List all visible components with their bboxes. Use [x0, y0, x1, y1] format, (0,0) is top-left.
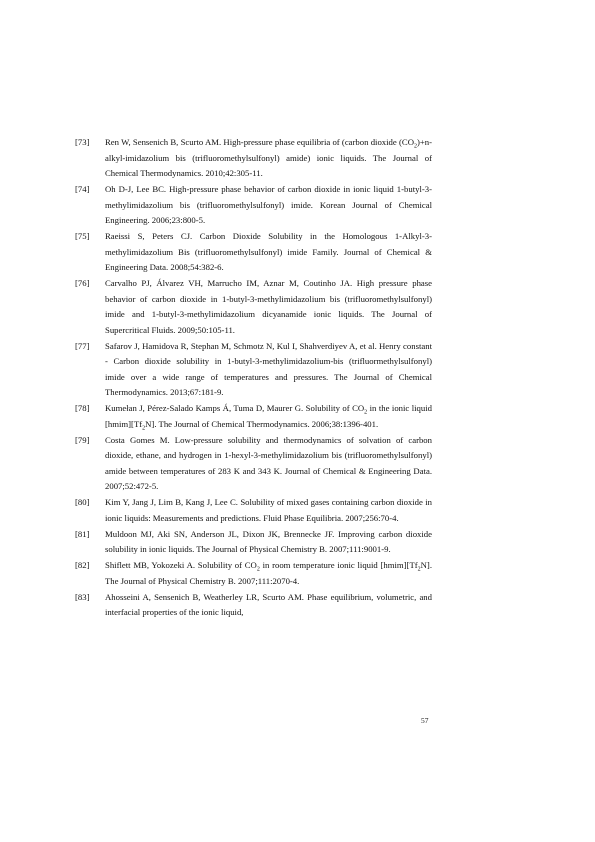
reference-entry [75, 558, 432, 589]
reference-text-segment: Shiflett MB, Yokozeki A. Solubility of CO [105, 560, 257, 570]
reference-number: [76] [75, 278, 90, 288]
reference-entry [75, 339, 432, 401]
reference-number: [74] [75, 184, 90, 194]
reference-entry [75, 135, 432, 182]
reference-text [105, 590, 432, 621]
reference-entry [75, 229, 432, 276]
reference-entry [75, 182, 432, 229]
reference-number: [78] [75, 403, 90, 413]
reference-entry [75, 590, 432, 621]
reference-text-segment: N]. The Journal of Chemical Thermodynamics. 2006;38:1396-401. [145, 418, 379, 429]
subscript: 2 [142, 425, 146, 432]
reference-number: [83] [75, 591, 90, 602]
reference-text-segment: Kim Y, Jang J, Lim B, Kang J, Lee C. Solubility of mixed gases containing carbon dioxide in ionic liquids: Measurements and predictions. Fluid Phase Equilibria. 2007;256:70-4. [105, 497, 432, 523]
reference-entry [75, 527, 432, 558]
reference-text [105, 229, 432, 276]
reference-text-segment: Raeissi S, Peters CJ. Carbon Dioxide Solubility in the Homologous 1-Alkyl-3-methylimidazolium Bis (trifluoromethylsulfonyl) imide Family. Journal of Chemical & Engineering Data. 2008;54:382-6. [105, 231, 432, 272]
reference-number: [80] [75, 497, 90, 507]
subscript: 2 [417, 566, 421, 573]
subscript: 2 [256, 566, 260, 573]
reference-text-segment: in the ionic liquid [hmim][Tf [105, 403, 432, 429]
reference-number: [75] [75, 231, 90, 241]
reference-text-segment: N]. The Journal of Physical Chemistry B. 2007;111:2070-4. [105, 560, 432, 586]
reference-text [105, 276, 432, 338]
reference-text [105, 433, 432, 495]
reference-entry [75, 276, 432, 338]
reference-text-segment: Costa Gomes M. Low-pressure solubility and thermodynamics of solvation of carbon dioxide, ethane, and hydrogen in 1-hexyl-3-methylimidazolium bis (trifluoromethylsulfonyl) amide between temperatures of 283 K and 343 K. Journal of Chemical & Engineering Data. 2007;52:472-5. [105, 434, 432, 491]
reference-text [105, 401, 432, 432]
reference-text-segment: Muldoon MJ, Aki SN, Anderson JL, Dixon JK, Brennecke JF. Improving carbon dioxide solubility in ionic liquids. The Journal of Physical Chemistry B. 2007;111:9001-9. [105, 528, 432, 554]
reference-text-segment: Ren W, Sensenich B, Scurto AM. High-pressure phase equilibria of (carbon dioxide (CO [105, 137, 414, 147]
reference-text [105, 527, 432, 558]
reference-number: [79] [75, 434, 90, 445]
reference-text [105, 339, 432, 401]
subscript: 2 [413, 143, 417, 150]
reference-list [75, 135, 432, 621]
reference-entry [75, 433, 432, 495]
reference-entry [75, 401, 432, 432]
reference-text [105, 495, 432, 526]
reference-text-segment: Ahosseini A, Sensenich B, Weatherley LR, Scurto AM. Phase equilibrium, volumetric, and interfacial properties of the ionic liquid, [105, 591, 432, 617]
reference-number: [82] [75, 560, 90, 570]
page-number: 57 [421, 716, 429, 725]
reference-text-segment: Kumełan J, Pérez-Salado Kamps Á, Tuma D, Maurer G. Solubility of CO [105, 403, 365, 413]
reference-text [105, 135, 432, 182]
reference-entry [75, 495, 432, 526]
reference-text-segment: )+n-alkyl-imidazolium bis (trifluoromethylsulfonyl) amide) ionic liquids. The Journal of Chemical Thermodynamics. 2010;42:305-11. [105, 137, 432, 178]
reference-text-segment: Oh D-J, Lee BC. High-pressure phase behavior of carbon dioxide in ionic liquid 1-butyl-3-methylimidazolium bis (trifluoromethylsulfonyl) imide. Korean Journal of Chemical Engineering. 2006;23:800-5. [105, 184, 432, 225]
subscript: 2 [364, 409, 368, 416]
reference-number: [81] [75, 528, 90, 539]
reference-text [105, 182, 432, 229]
reference-text-segment: Carvalho PJ, Álvarez VH, Marrucho IM, Aznar M, Coutinho JA. High pressure phase behavior of carbon dioxide in 1-butyl-3-methylimidazolium bis (trifluoromethylsulfonyl) imide and 1-butyl-3-methylimidazolium dicyanamide ionic liquids. The Journal of Supercritical Fluids. 2009;50:105-11. [105, 278, 432, 335]
reference-number: [73] [75, 137, 90, 147]
reference-text-segment: Safarov J, Hamidova R, Stephan M, Schmotz N, Kul I, Shahverdiyev A, et al. Henry constant - Carbon dioxide solubility in 1-butyl-3-methylimidazolium-bis (trifluormethylsulfonyl) imide over a wide range of temperatures and pressures. The Journal of Chemical Thermodynamics. 2013;67:181-9. [105, 340, 432, 397]
reference-text-segment: in room temperature ionic liquid [hmim][Tf [259, 560, 418, 570]
reference-text [105, 558, 432, 589]
reference-number: [77] [75, 340, 90, 351]
